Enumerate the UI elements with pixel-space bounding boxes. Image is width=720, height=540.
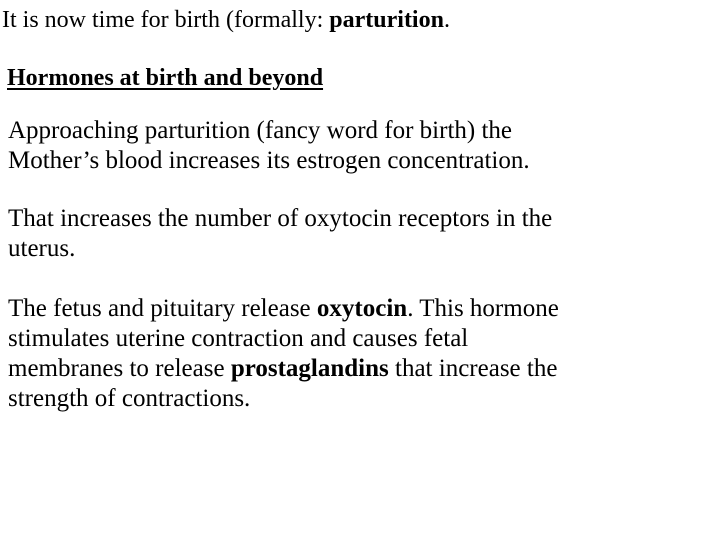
section-heading: Hormones at birth and beyond bbox=[7, 65, 324, 91]
p3-g: that increase the bbox=[388, 355, 558, 382]
paragraph-estrogen bbox=[8, 116, 718, 176]
paragraph-receptors bbox=[8, 204, 718, 264]
p3-oxytocin-term: oxytocin bbox=[316, 295, 408, 322]
p2-line1: That increases the number of oxytocin receptors in the bbox=[8, 205, 553, 232]
p2-line2: uterus. bbox=[8, 235, 76, 262]
intro-tail: . bbox=[443, 7, 450, 33]
p3-c: . This hormone bbox=[407, 295, 559, 322]
p3-prostaglandins-term: prostaglandins bbox=[230, 355, 389, 382]
p3-d: stimulates uterine contraction and causes fetal bbox=[8, 325, 469, 352]
p3-a: The fetus and pituitary release bbox=[8, 295, 317, 322]
intro-sentence bbox=[2, 5, 450, 35]
p1-line2: Mother’s blood increases its estrogen concentration. bbox=[8, 147, 530, 174]
intro-bold-term: parturition bbox=[329, 7, 444, 33]
p1-line1: Approaching parturition (fancy word for birth) the bbox=[8, 117, 513, 144]
p3-h: strength of contractions. bbox=[8, 385, 251, 412]
paragraph-oxytocin bbox=[8, 294, 718, 414]
intro-text: It is now time for birth (formally: bbox=[2, 7, 330, 33]
p3-e: membranes to release bbox=[8, 355, 231, 382]
